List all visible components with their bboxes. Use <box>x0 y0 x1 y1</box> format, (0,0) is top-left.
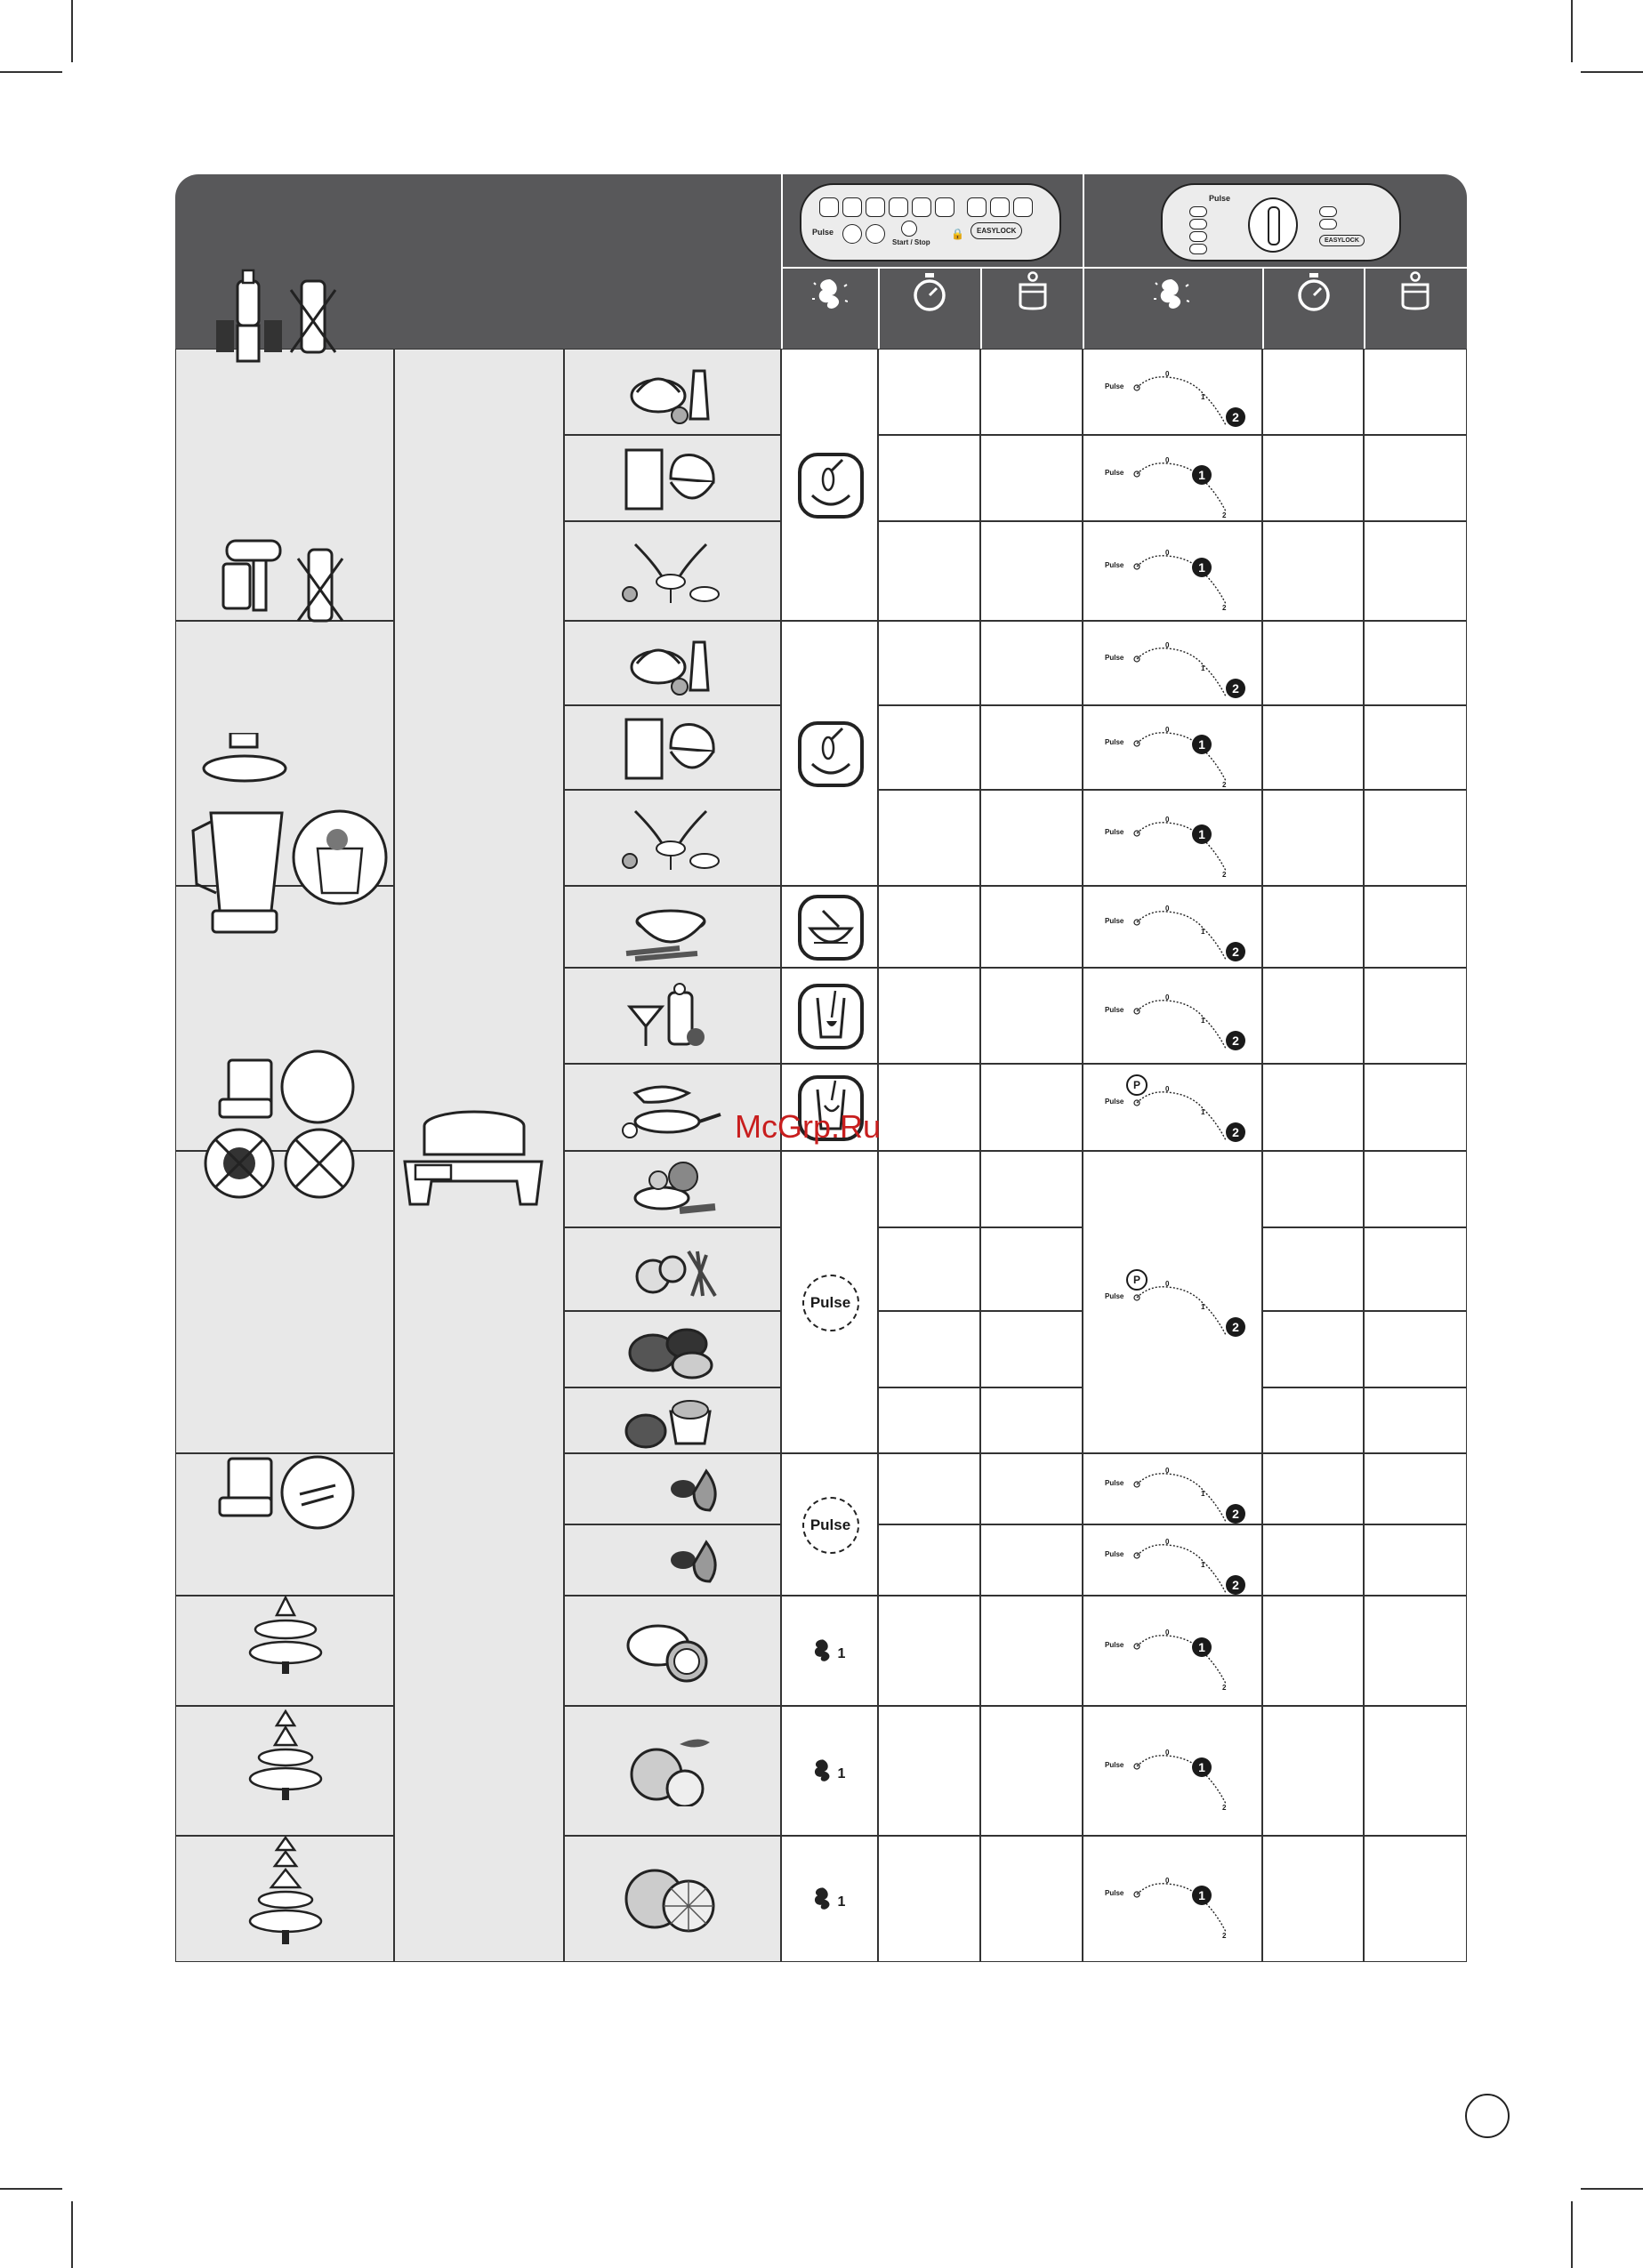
dial-pulse-label: Pulse <box>1105 561 1124 569</box>
timer-cell <box>878 521 980 621</box>
mini-chopper-icon <box>202 1450 362 1539</box>
timer-cell <box>878 1227 980 1311</box>
selector-dial <box>1248 197 1298 253</box>
cream-icon <box>617 628 724 699</box>
weight-cell <box>1364 1311 1467 1387</box>
ice-cream-icon <box>617 712 724 784</box>
weight-cell <box>1364 790 1467 886</box>
dial-pulse-label: Pulse <box>1105 1550 1124 1558</box>
timer-cell <box>878 1311 980 1387</box>
timer-cell <box>1262 621 1364 705</box>
program-button-icon <box>990 197 1010 217</box>
mini-chopper-icon <box>202 1048 362 1208</box>
dial-one-label: 1 <box>1192 465 1212 485</box>
weight-cell <box>1364 1387 1467 1453</box>
pulse-p-icon: P <box>1126 1074 1148 1096</box>
timer-cell <box>1262 1524 1364 1596</box>
weight-cell <box>1364 521 1467 621</box>
weight-cell <box>1364 1453 1467 1524</box>
dial-two-label: 2 <box>1222 1932 1227 1940</box>
dial-setting-diagram <box>1092 892 1252 972</box>
dial-arc-icon <box>1092 1525 1252 1605</box>
timer-cell <box>1262 1387 1364 1453</box>
header-divider <box>980 269 982 349</box>
easylock-badge <box>1319 235 1365 246</box>
weight-cell <box>980 1453 1083 1524</box>
citrus-press-icon <box>241 1594 330 1683</box>
timer-icon <box>912 270 947 315</box>
dial-two-label: 2 <box>1226 407 1245 427</box>
timer-cell <box>1262 521 1364 621</box>
weight-cell <box>980 1227 1083 1311</box>
timer-cell <box>878 1596 980 1706</box>
weight-cell <box>1364 1706 1467 1836</box>
lock-icon: 🔒 <box>951 228 964 240</box>
dial-zero-label: 0 <box>1165 455 1170 464</box>
dial-zero-label: 0 <box>1165 816 1170 824</box>
pulse-label: Pulse <box>1209 194 1231 203</box>
batter-icon <box>617 1072 724 1143</box>
orange-icon <box>617 1735 724 1806</box>
crop-mark <box>1571 2201 1573 2268</box>
dial-setting-cell <box>1083 1524 1262 1596</box>
dial-two-label: 2 <box>1226 1504 1245 1524</box>
dial-setting-cell <box>1083 790 1262 886</box>
soup-icon <box>617 891 724 962</box>
dial-two-label: 2 <box>1226 1122 1245 1142</box>
timer-cell <box>878 1836 980 1962</box>
dial-zero-label: 0 <box>1165 1749 1170 1757</box>
dial-setting-cell <box>1083 349 1262 435</box>
dial-setting-diagram <box>1092 1525 1252 1605</box>
dial-two-label: 2 <box>1226 1317 1245 1337</box>
timer-cell <box>878 968 980 1064</box>
speed-icon <box>1154 274 1189 315</box>
weight-cell <box>1364 349 1467 435</box>
dial-setting-diagram <box>1092 1267 1252 1347</box>
timer-cell <box>1262 1227 1364 1311</box>
dial-setting-cell <box>1083 621 1262 705</box>
dial-two-label: 2 <box>1222 1804 1227 1812</box>
speed-icon <box>812 274 848 315</box>
dial-arc-icon <box>1092 713 1252 793</box>
dial-one-label: 1 <box>1192 735 1212 754</box>
base-unit-icon <box>396 1099 552 1215</box>
weight-cell <box>980 1311 1083 1387</box>
dial-zero-label: 0 <box>1165 725 1170 734</box>
dial-one-label: 1 <box>1192 558 1212 577</box>
weight-cell <box>980 1596 1083 1706</box>
program-button-icon <box>1189 231 1207 242</box>
weight-icon <box>1397 270 1433 311</box>
baby-food-icon <box>617 1385 724 1456</box>
pulse-icon: Pulse <box>802 1275 859 1331</box>
weight-cell <box>980 1706 1083 1836</box>
easylock-badge <box>970 222 1022 239</box>
dial-two-label: 2 <box>1222 1684 1227 1692</box>
dial-pulse-label: Pulse <box>1105 917 1124 925</box>
cream-icon <box>617 357 724 428</box>
dial-one-label: 1 <box>1201 1561 1205 1569</box>
dial-one-label: 1 <box>1192 824 1212 844</box>
whisk-accessory-icon <box>202 532 362 647</box>
dial-zero-label: 0 <box>1165 1280 1170 1288</box>
dial-zero-label: 0 <box>1165 905 1170 913</box>
dried-fruit-icon <box>617 1453 724 1524</box>
header-divider <box>878 269 880 349</box>
weight-cell <box>1364 1596 1467 1706</box>
weight-cell <box>980 790 1083 886</box>
timer-cell <box>1262 1836 1364 1962</box>
dial-setting-cell <box>1083 886 1262 968</box>
speed-icon <box>809 1636 836 1666</box>
timer-cell <box>1262 1706 1364 1836</box>
herbs-icon <box>617 1234 724 1305</box>
pulse-p-icon: P <box>1126 1269 1148 1291</box>
crop-mark <box>71 0 73 62</box>
dial-setting-diagram <box>1092 629 1252 709</box>
timer-cell <box>878 1064 980 1151</box>
timer-cell <box>1262 349 1364 435</box>
program-button-icon <box>967 197 987 217</box>
header-divider <box>781 174 783 349</box>
dial-two-label: 2 <box>1226 942 1245 961</box>
speed-setting-cell <box>781 1706 878 1836</box>
dial-arc-icon <box>1092 1454 1252 1534</box>
timer-cell <box>878 790 980 886</box>
weight-cell <box>1364 1151 1467 1227</box>
weight-cell <box>1364 621 1467 705</box>
program-button-icon <box>866 197 885 217</box>
dial-setting-diagram <box>1092 358 1252 438</box>
egg-whites-icon <box>617 535 724 607</box>
weight-cell <box>980 1064 1083 1151</box>
dial-arc-icon <box>1092 1267 1252 1347</box>
header-divider <box>1083 174 1084 349</box>
program-button-icon <box>935 197 954 217</box>
dial-two-label: 2 <box>1222 871 1227 879</box>
program-button-icon <box>842 197 862 217</box>
dial-arc-icon <box>1092 1736 1252 1816</box>
dial-arc-icon <box>1092 981 1252 1061</box>
header-divider <box>1262 269 1264 349</box>
dial-pulse-label: Pulse <box>1105 653 1124 662</box>
dial-pulse-label: Pulse <box>1105 382 1124 390</box>
weight-cell <box>980 968 1083 1064</box>
weight-cell <box>1364 1836 1467 1962</box>
dial-pulse-label: Pulse <box>1105 1098 1124 1106</box>
crop-mark <box>1581 2188 1643 2190</box>
dial-setting-cell <box>1083 1596 1262 1706</box>
weight-cell <box>1364 1524 1467 1596</box>
weight-cell <box>980 349 1083 435</box>
weight-cell <box>1364 1227 1467 1311</box>
grapefruit-icon <box>617 1863 724 1934</box>
crop-mark <box>0 71 62 73</box>
program-button-icon <box>1189 206 1207 217</box>
dried-fruit-icon <box>617 1524 724 1596</box>
dial-zero-label: 0 <box>1165 1877 1170 1885</box>
timer-cell <box>1262 1064 1364 1151</box>
timer-cell <box>878 1387 980 1453</box>
dial-setting-diagram <box>1092 1864 1252 1944</box>
dial-one-label: 1 <box>1192 1637 1212 1657</box>
page-number-circle <box>1465 2094 1510 2138</box>
dial-pulse-label: Pulse <box>1105 828 1124 836</box>
dial-zero-label: 0 <box>1165 993 1170 1001</box>
lemon-icon <box>617 1615 724 1686</box>
crop-mark <box>1581 71 1643 73</box>
speed-setting-cell <box>781 1836 878 1962</box>
control-panel-b <box>1161 183 1401 261</box>
timer-cell <box>1262 1453 1364 1524</box>
dial-setting-cell <box>1083 1706 1262 1836</box>
dial-setting-cell <box>1083 435 1262 521</box>
program-button-icon <box>912 197 931 217</box>
speed-level-label: 1 <box>837 1894 846 1910</box>
speed-level-label: 1 <box>837 1766 846 1781</box>
dial-setting-diagram <box>1092 713 1252 793</box>
smoothie-icon <box>617 980 724 1051</box>
timer-cell <box>878 1524 980 1596</box>
program-button-icon <box>819 197 839 217</box>
program-button-icon <box>889 197 908 217</box>
program-button-icon <box>1013 197 1033 217</box>
weight-cell <box>980 1151 1083 1227</box>
speed-setting-cell <box>781 1596 878 1706</box>
dial-arc-icon <box>1092 1073 1252 1153</box>
citrus-press-icon <box>241 1708 330 1806</box>
dial-arc-icon <box>1092 892 1252 972</box>
dial-zero-label: 0 <box>1165 1467 1170 1475</box>
timer-cell <box>878 886 980 968</box>
timer-cell <box>878 349 980 435</box>
dial-zero-label: 0 <box>1165 549 1170 557</box>
dial-pulse-label: Pulse <box>1105 468 1124 477</box>
timer-cell <box>878 1706 980 1836</box>
dial-arc-icon <box>1092 1616 1252 1696</box>
dial-setting-cell <box>1083 968 1262 1064</box>
program-button-icon <box>1189 244 1207 254</box>
dial-two-label: 2 <box>1222 511 1227 519</box>
easylock-label: EASYLOCK <box>1325 237 1359 244</box>
dial-one-label: 1 <box>1201 1303 1205 1311</box>
dial-zero-label: 0 <box>1165 369 1170 378</box>
program-button-icon <box>1189 219 1207 229</box>
dial-two-label: 2 <box>1222 604 1227 612</box>
dial-one-label: 1 <box>1201 928 1205 936</box>
dial-one-label: 1 <box>1201 392 1205 401</box>
soup-program-icon <box>796 893 866 962</box>
dial-two-label: 2 <box>1226 1031 1245 1050</box>
weight-cell <box>980 1836 1083 1962</box>
dial-setting-cell <box>1083 1151 1262 1453</box>
timer-cell <box>1262 435 1364 521</box>
speed-button-icon <box>866 224 885 244</box>
timer-cell <box>878 435 980 521</box>
dial-setting-diagram <box>1092 1454 1252 1534</box>
weight-cell <box>1364 705 1467 790</box>
speed-setting-cell <box>781 886 878 968</box>
timer-cell <box>878 705 980 790</box>
ice-cream-icon <box>617 443 724 514</box>
dial-setting-diagram <box>1092 981 1252 1061</box>
usage-table <box>175 174 1467 1962</box>
timer-cell <box>1262 705 1364 790</box>
dial-arc-icon <box>1092 1864 1252 1944</box>
dial-zero-label: 0 <box>1165 1085 1170 1093</box>
dial-zero-label: 0 <box>1165 640 1170 649</box>
speed-level-label: 1 <box>837 1646 846 1661</box>
dial-setting-cell <box>1083 1836 1262 1962</box>
dial-setting-diagram <box>1092 1616 1252 1696</box>
speed-setting-cell <box>781 349 878 621</box>
dial-setting-diagram <box>1092 1073 1252 1153</box>
dial-pulse-label: Pulse <box>1105 1006 1124 1014</box>
dial-one-label: 1 <box>1201 1108 1205 1116</box>
timer-cell <box>1262 1151 1364 1227</box>
program-button-icon <box>1319 219 1337 229</box>
speed-icon <box>809 1756 836 1786</box>
speed-icon <box>809 1884 836 1914</box>
program-button-icon <box>1319 206 1337 217</box>
weight-cell <box>980 521 1083 621</box>
speed-button-icon <box>842 224 862 244</box>
timer-cell <box>1262 1311 1364 1387</box>
dial-one-label: 1 <box>1201 664 1205 672</box>
dial-arc-icon <box>1092 444 1252 524</box>
weight-cell <box>980 705 1083 790</box>
dial-setting-cell <box>1083 705 1262 790</box>
speed-setting-cell <box>781 1151 878 1453</box>
dial-pulse-label: Pulse <box>1105 1761 1124 1769</box>
dial-arc-icon <box>1092 536 1252 616</box>
dial-one-label: 1 <box>1192 1757 1212 1777</box>
speed-setting-cell <box>781 968 878 1064</box>
crop-mark <box>71 2201 73 2268</box>
citrus-press-icon <box>241 1834 330 1950</box>
timer-cell <box>1262 790 1364 886</box>
speed-setting-cell <box>781 1453 878 1596</box>
timer-cell <box>1262 886 1364 968</box>
dial-setting-cell <box>1083 1064 1262 1151</box>
weight-cell <box>1364 886 1467 968</box>
dial-zero-label: 0 <box>1165 1629 1170 1637</box>
control-panel-a <box>800 183 1061 261</box>
dial-arc-icon <box>1092 358 1252 438</box>
weight-cell <box>980 1524 1083 1596</box>
timer-cell <box>878 1151 980 1227</box>
dial-one-label: 1 <box>1201 1490 1205 1498</box>
header-divider <box>1364 269 1365 349</box>
smoothie-program-icon <box>796 982 866 1051</box>
dial-pulse-label: Pulse <box>1105 1479 1124 1487</box>
dial-pulse-label: Pulse <box>1105 1292 1124 1300</box>
dial-one-label: 1 <box>1192 1886 1212 1905</box>
weight-icon <box>1015 270 1051 311</box>
dial-setting-diagram <box>1092 536 1252 616</box>
start-stop-label: Start / Stop <box>892 238 930 246</box>
whisk-program-icon <box>796 720 866 789</box>
dial-arc-icon <box>1092 803 1252 883</box>
whisk-accessory-icon <box>202 263 362 379</box>
weight-cell <box>1364 435 1467 521</box>
dial-arc-icon <box>1092 629 1252 709</box>
vegetables-icon <box>617 1154 724 1225</box>
dial-setting-diagram <box>1092 803 1252 883</box>
timer-cell <box>1262 968 1364 1064</box>
dial-two-label: 2 <box>1226 1575 1245 1595</box>
pulse-label: Pulse <box>812 228 834 237</box>
weight-cell <box>980 1387 1083 1453</box>
dial-setting-cell <box>1083 1453 1262 1524</box>
watermark: McGrp.Ru <box>735 1108 882 1145</box>
weight-cell <box>1364 968 1467 1064</box>
timer-cell <box>878 1453 980 1524</box>
dial-pulse-label: Pulse <box>1105 1641 1124 1649</box>
dial-setting-diagram <box>1092 444 1252 524</box>
weight-cell <box>980 621 1083 705</box>
dial-zero-label: 0 <box>1165 1538 1170 1546</box>
crop-mark <box>1571 0 1573 62</box>
dial-setting-cell <box>1083 521 1262 621</box>
easylock-label: EASYLOCK <box>977 227 1017 235</box>
dial-pulse-label: Pulse <box>1105 1889 1124 1897</box>
blender-jug-icon <box>184 733 389 946</box>
dial-pulse-label: Pulse <box>1105 737 1124 746</box>
weight-cell <box>980 435 1083 521</box>
dial-two-label: 2 <box>1222 780 1227 789</box>
timer-cell <box>878 621 980 705</box>
weight-cell <box>1364 1064 1467 1151</box>
dial-one-label: 1 <box>1201 1017 1205 1025</box>
timer-icon <box>901 221 917 237</box>
nuts-icon <box>617 1314 724 1385</box>
crop-mark <box>0 2188 62 2190</box>
timer-cell <box>1262 1596 1364 1706</box>
dial-two-label: 2 <box>1226 679 1245 698</box>
pulse-icon: Pulse <box>802 1497 859 1554</box>
whisk-program-icon <box>796 451 866 520</box>
egg-whites-icon <box>617 802 724 873</box>
weight-cell <box>980 886 1083 968</box>
dial-setting-diagram <box>1092 1736 1252 1816</box>
speed-setting-cell <box>781 621 878 886</box>
timer-icon <box>1296 270 1332 315</box>
